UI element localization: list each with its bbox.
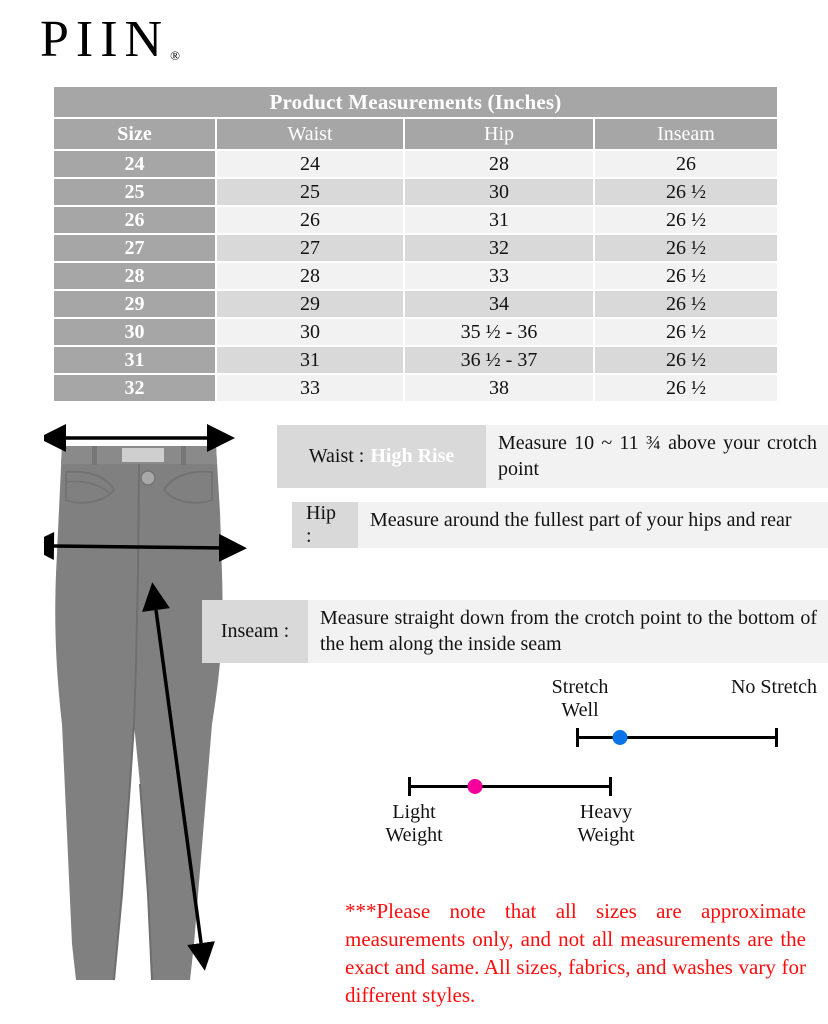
registered-trademark-icon: ® bbox=[170, 48, 180, 63]
instruction-label-waist bbox=[277, 425, 486, 488]
table-cell-inseam: 26 ½ bbox=[595, 319, 777, 345]
stretch-scale-bar bbox=[576, 726, 778, 748]
waist-rise-value: High Rise bbox=[370, 444, 455, 467]
table-row bbox=[54, 291, 777, 317]
table-cell-size: 27 bbox=[54, 235, 215, 261]
instruction-label-hip: Hip : bbox=[292, 502, 358, 548]
table-cell-inseam: 26 ½ bbox=[595, 375, 777, 401]
weight-scale-marker bbox=[468, 779, 483, 794]
table-cell-waist: 30 bbox=[217, 319, 403, 345]
disclaimer-note: ***Please note that all sizes are approximate measurements only, and not all measurements are the exact and same. All sizes, fabrics, and washes vary for different styles. bbox=[345, 899, 806, 1007]
table-row bbox=[54, 375, 777, 401]
table-cell-size: 28 bbox=[54, 263, 215, 289]
jeans-illustration bbox=[44, 424, 284, 1004]
table-cell-inseam: 26 ½ bbox=[595, 291, 777, 317]
table-row bbox=[54, 207, 777, 233]
table-cell-size: 25 bbox=[54, 179, 215, 205]
stretch-scale bbox=[532, 676, 822, 748]
table-cell-inseam: 26 ½ bbox=[595, 263, 777, 289]
stretch-scale-left-label: Stretch Well bbox=[551, 676, 609, 721]
table-cell-hip: 35 ½ - 36 bbox=[405, 319, 593, 345]
stretch-scale-right-cap bbox=[775, 728, 778, 747]
table-cell-size: 31 bbox=[54, 347, 215, 373]
table-cell-waist: 27 bbox=[217, 235, 403, 261]
table-cell-size: 30 bbox=[54, 319, 215, 345]
table-cell-waist: 29 bbox=[217, 291, 403, 317]
instruction-text-inseam: Measure straight down from the crotch point to the bottom of the hem along the inside seam bbox=[308, 600, 828, 663]
weight-scale-labels bbox=[366, 801, 654, 847]
hip-arrow bbox=[54, 546, 226, 548]
instruction-row-waist bbox=[277, 425, 828, 488]
instruction-label-waist-text: Waist : bbox=[308, 444, 365, 467]
table-row bbox=[54, 179, 777, 205]
table-cell-inseam: 26 ½ bbox=[595, 207, 777, 233]
stretch-scale-right-label: No Stretch bbox=[730, 676, 818, 698]
table-title-row bbox=[54, 87, 777, 117]
instruction-row-inseam bbox=[202, 600, 828, 663]
table-row bbox=[54, 151, 777, 177]
weight-scale-bar bbox=[408, 775, 612, 797]
stretch-scale-marker bbox=[613, 730, 628, 745]
table-cell-waist: 31 bbox=[217, 347, 403, 373]
stretch-scale-left-cap bbox=[576, 728, 579, 747]
column-header-inseam: Inseam bbox=[595, 119, 777, 149]
table-cell-hip: 34 bbox=[405, 291, 593, 317]
weight-scale-right-cap bbox=[609, 777, 612, 796]
instruction-text-waist: Measure 10 ~ 11 ¾ above your crotch point bbox=[486, 425, 828, 488]
weight-scale-right-label: Heavy Weight bbox=[577, 801, 635, 846]
table-title: Product Measurements (Inches) bbox=[54, 87, 777, 117]
table-cell-inseam: 26 ½ bbox=[595, 179, 777, 205]
table-cell-size: 32 bbox=[54, 375, 215, 401]
instruction-label-inseam: Inseam : bbox=[202, 600, 308, 663]
denim-shape bbox=[55, 446, 222, 980]
table-row bbox=[54, 347, 777, 373]
column-header-hip: Hip bbox=[405, 119, 593, 149]
table-cell-waist: 26 bbox=[217, 207, 403, 233]
stretch-scale-line bbox=[576, 736, 778, 739]
table-cell-hip: 28 bbox=[405, 151, 593, 177]
table-cell-waist: 28 bbox=[217, 263, 403, 289]
table-row bbox=[54, 235, 777, 261]
table-cell-size: 24 bbox=[54, 151, 215, 177]
instruction-text-hip: Measure around the fullest part of your hips and rear bbox=[358, 502, 828, 548]
table-cell-waist: 33 bbox=[217, 375, 403, 401]
table-cell-hip: 36 ½ - 37 bbox=[405, 347, 593, 373]
table-cell-waist: 25 bbox=[217, 179, 403, 205]
table-cell-inseam: 26 bbox=[595, 151, 777, 177]
stretch-scale-labels bbox=[532, 676, 822, 722]
table-cell-inseam: 26 ½ bbox=[595, 235, 777, 261]
column-header-waist: Waist bbox=[217, 119, 403, 149]
weight-scale-line bbox=[408, 785, 612, 788]
table-header-row bbox=[54, 119, 777, 149]
table-cell-waist: 24 bbox=[217, 151, 403, 177]
product-measurements-table bbox=[52, 85, 779, 403]
table-cell-hip: 33 bbox=[405, 263, 593, 289]
table-row bbox=[54, 263, 777, 289]
weight-scale-left-cap bbox=[408, 777, 411, 796]
table-row bbox=[54, 319, 777, 345]
brand-logo bbox=[40, 11, 180, 68]
table-cell-hip: 31 bbox=[405, 207, 593, 233]
table-cell-size: 26 bbox=[54, 207, 215, 233]
table-cell-hip: 30 bbox=[405, 179, 593, 205]
weight-scale bbox=[366, 775, 654, 847]
weight-scale-left-label: Light Weight bbox=[385, 801, 443, 846]
table-cell-hip: 32 bbox=[405, 235, 593, 261]
brand-wordmark: PIIN bbox=[40, 11, 170, 68]
instruction-row-hip bbox=[292, 502, 828, 548]
column-header-size: Size bbox=[54, 119, 215, 149]
table-cell-size: 29 bbox=[54, 291, 215, 317]
table-cell-inseam: 26 ½ bbox=[595, 347, 777, 373]
table-cell-hip: 38 bbox=[405, 375, 593, 401]
